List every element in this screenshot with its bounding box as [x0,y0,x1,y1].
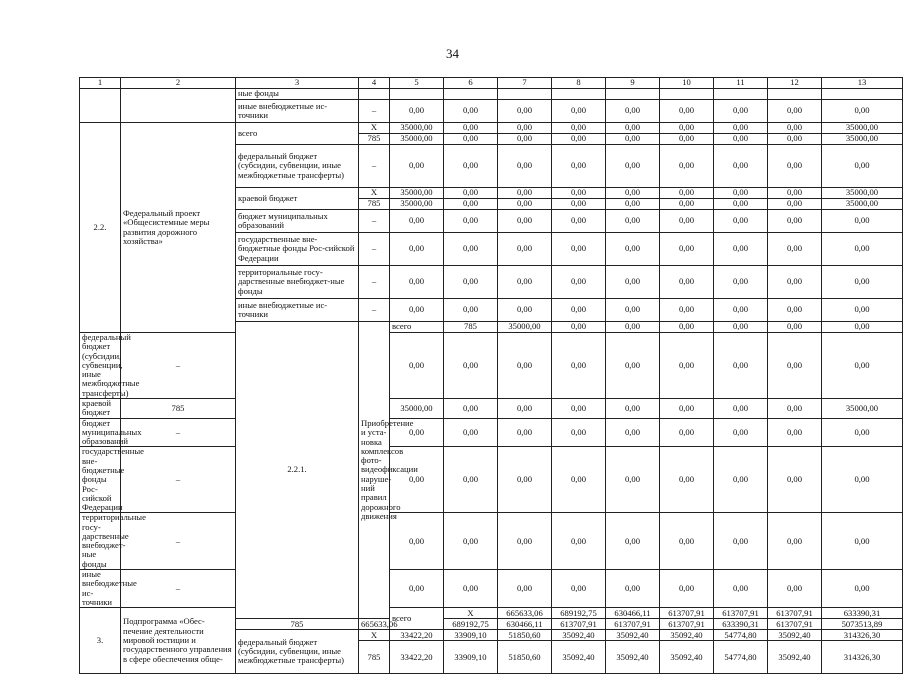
value-cell: 0,00 [444,333,498,399]
value-cell: 0,00 [714,418,768,447]
value-cell: 0,00 [606,134,660,145]
value-cell: 35092,40 [606,641,660,674]
value-cell: 0,00 [768,210,822,233]
value-cell [444,89,498,100]
funding-source-cell: бюджет муниципальных образований [236,210,359,233]
code-cell: – [359,145,390,188]
code-cell: X [359,123,390,134]
value-cell: 0,00 [498,418,552,447]
funding-source-cell: всего [390,322,444,333]
value-cell: 0,00 [552,418,606,447]
value-cell: 0,00 [660,145,714,188]
value-cell: 0,00 [768,322,822,333]
column-header: 11 [714,78,768,89]
funding-source-cell: всего [390,608,444,630]
value-cell: 0,00 [714,299,768,322]
value-cell: 0,00 [606,570,660,608]
value-cell: 0,00 [714,447,768,513]
value-cell [498,89,552,100]
value-cell: 0,00 [714,398,768,418]
value-cell [660,89,714,100]
value-cell: 0,00 [552,266,606,299]
value-cell: 0,00 [822,418,903,447]
value-cell: 0,00 [498,447,552,513]
value-cell: 0,00 [444,199,498,210]
value-cell: 0,00 [498,333,552,399]
value-cell: 33909,10 [444,641,498,674]
value-cell: 0,00 [714,188,768,199]
table-row [80,608,903,619]
value-cell: 35092,40 [768,641,822,674]
value-cell: 0,00 [660,322,714,333]
value-cell: 35092,40 [552,630,606,641]
value-cell: 0,00 [390,333,444,399]
value-cell: 613707,91 [768,619,822,630]
value-cell: 0,00 [390,210,444,233]
column-header: 2 [121,78,236,89]
value-cell: 0,00 [390,100,444,123]
column-header: 3 [236,78,359,89]
value-cell: 0,00 [606,100,660,123]
code-cell: – [121,513,236,570]
value-cell: 0,00 [552,513,606,570]
funding-source-cell: территориальные госу-дарственные внебюджет-ные фонды [80,513,121,570]
value-cell: 35092,40 [660,641,714,674]
value-cell: 0,00 [498,570,552,608]
value-cell: 0,00 [498,233,552,266]
funding-source-cell: иные внебюджетные ис-точники [236,299,359,322]
funding-source-cell: ные фонды [236,89,359,100]
value-cell: 0,00 [660,333,714,399]
value-cell: 0,00 [660,123,714,134]
value-cell: 0,00 [768,398,822,418]
value-cell: 54774,80 [714,641,768,674]
value-cell: 0,00 [552,322,606,333]
value-cell: 0,00 [714,513,768,570]
funding-source-cell: федеральный бюджет (субсидии, субвенции, иные межбюджетные трансферты) [236,630,359,674]
value-cell: 51850,60 [498,630,552,641]
value-cell: 0,00 [444,299,498,322]
value-cell: 0,00 [606,398,660,418]
value-cell: 0,00 [390,418,444,447]
value-cell: 314326,30 [822,630,903,641]
value-cell: 0,00 [822,570,903,608]
value-cell: 0,00 [390,570,444,608]
code-cell [359,89,390,100]
value-cell: 0,00 [552,134,606,145]
row-number-cell: 2.2.1. [236,322,359,619]
value-cell: 0,00 [714,134,768,145]
value-cell: 0,00 [606,145,660,188]
value-cell: 0,00 [444,513,498,570]
value-cell: 0,00 [444,210,498,233]
code-cell: – [121,570,236,608]
value-cell: 0,00 [552,570,606,608]
value-cell: 613707,91 [768,608,822,619]
value-cell: 0,00 [390,299,444,322]
value-cell: 0,00 [552,210,606,233]
value-cell: 0,00 [822,145,903,188]
value-cell: 0,00 [714,322,768,333]
value-cell [768,89,822,100]
value-cell: 35000,00 [822,398,903,418]
value-cell: 35000,00 [390,188,444,199]
code-cell: 785 [359,134,390,145]
value-cell: 0,00 [714,199,768,210]
item-name-cell: Подпрограмма «Обес-печение деятельности мировой юстиции и государственного управления в сфере обеспечения обще- [121,608,236,674]
value-cell: 0,00 [768,123,822,134]
value-cell: 0,00 [444,100,498,123]
value-cell: 0,00 [498,100,552,123]
value-cell: 0,00 [714,333,768,399]
value-cell: 0,00 [822,210,903,233]
value-cell: 0,00 [498,134,552,145]
value-cell: 0,00 [552,145,606,188]
value-cell: 35000,00 [822,123,903,134]
value-cell: 0,00 [822,447,903,513]
value-cell: 0,00 [498,210,552,233]
funding-source-cell: государственные вне-бюджетные фонды Рос-сийской Федерации [80,447,121,513]
value-cell: 0,00 [768,447,822,513]
value-cell: 0,00 [768,513,822,570]
table-row [80,447,903,513]
budget-table [79,77,903,674]
value-cell [714,89,768,100]
value-cell: 0,00 [714,210,768,233]
table-row [80,570,903,608]
value-cell: 0,00 [660,418,714,447]
value-cell: 0,00 [552,299,606,322]
column-header: 1 [80,78,121,89]
value-cell: 0,00 [660,233,714,266]
value-cell: 0,00 [498,145,552,188]
table-row [80,398,903,418]
value-cell: 633390,31 [714,619,768,630]
funding-source-cell: федеральный бюджет (субсидии, субвенции, иные межбюджетные трансферты) [236,145,359,188]
code-cell: – [359,299,390,322]
row-number-cell [80,89,121,123]
value-cell: 0,00 [768,299,822,322]
row-number-cell: 3. [80,608,121,674]
value-cell: 0,00 [822,299,903,322]
value-cell: 33422,20 [390,641,444,674]
value-cell: 0,00 [660,299,714,322]
value-cell: 689192,75 [444,619,498,630]
value-cell: 0,00 [768,199,822,210]
value-cell: 35092,40 [606,630,660,641]
value-cell: 0,00 [444,188,498,199]
column-header: 6 [444,78,498,89]
value-cell: 0,00 [606,210,660,233]
value-cell: 35000,00 [822,134,903,145]
value-cell: 0,00 [498,513,552,570]
value-cell: 35000,00 [390,199,444,210]
value-cell: 0,00 [552,398,606,418]
value-cell: 0,00 [444,418,498,447]
item-name-cell [121,89,236,123]
value-cell: 0,00 [390,233,444,266]
value-cell: 613707,91 [606,619,660,630]
value-cell: 35000,00 [822,188,903,199]
value-cell: 35000,00 [822,199,903,210]
value-cell: 0,00 [606,333,660,399]
value-cell: 0,00 [714,266,768,299]
value-cell: 0,00 [390,266,444,299]
value-cell: 0,00 [822,100,903,123]
value-cell: 0,00 [606,123,660,134]
value-cell: 665633,06 [359,619,390,630]
value-cell: 0,00 [444,266,498,299]
value-cell: 0,00 [606,418,660,447]
funding-source-cell: краевой бюджет [80,398,121,418]
item-name-cell: Приобретение и уста-новка комплексов фото-видеофиксации наруше-ний правил дорожного движения [359,322,390,619]
column-header: 9 [606,78,660,89]
value-cell [606,89,660,100]
value-cell: 0,00 [660,100,714,123]
value-cell: 0,00 [606,322,660,333]
funding-source-cell: всего [236,123,359,145]
funding-source-cell: иные внебюджетные ис-точники [80,570,121,608]
column-header: 7 [498,78,552,89]
value-cell: 0,00 [552,199,606,210]
value-cell: 0,00 [552,188,606,199]
value-cell: 0,00 [444,123,498,134]
value-cell: 35000,00 [498,322,552,333]
value-cell: 0,00 [768,333,822,399]
value-cell: 613707,91 [714,608,768,619]
value-cell: 0,00 [660,134,714,145]
value-cell: 0,00 [606,447,660,513]
code-cell: – [121,447,236,513]
value-cell: 0,00 [822,333,903,399]
value-cell: 0,00 [606,233,660,266]
funding-source-cell: краевой бюджет [236,188,359,210]
column-header: 10 [660,78,714,89]
value-cell: 0,00 [390,447,444,513]
code-cell: 785 [359,641,390,674]
value-cell: 0,00 [552,100,606,123]
value-cell: 613707,91 [660,608,714,619]
table-row [80,513,903,570]
funding-source-cell: иные внебюджетные ис-точники [236,100,359,123]
value-cell: 35092,40 [768,630,822,641]
code-cell: 785 [444,322,498,333]
code-cell: 785 [359,199,390,210]
table-row [80,418,903,447]
item-name-cell: Федеральный проект «Общесистемные меры развития дорожного хозяйства» [121,123,236,333]
value-cell: 0,00 [714,570,768,608]
value-cell: 314326,30 [822,641,903,674]
column-header: 8 [552,78,606,89]
code-cell: X [359,630,390,641]
value-cell: 35000,00 [390,398,444,418]
funding-source-cell: государственные вне-бюджетные фонды Рос-сийской Федерации [236,233,359,266]
value-cell: 630466,11 [498,619,552,630]
code-cell: 785 [121,398,236,418]
code-cell: – [359,266,390,299]
value-cell: 0,00 [768,134,822,145]
value-cell: 0,00 [498,299,552,322]
value-cell: 0,00 [606,266,660,299]
value-cell: 613707,91 [552,619,606,630]
value-cell: 0,00 [822,233,903,266]
value-cell: 0,00 [822,322,903,333]
value-cell: 35000,00 [390,134,444,145]
code-cell: – [359,100,390,123]
value-cell: 0,00 [714,100,768,123]
value-cell: 0,00 [660,266,714,299]
column-header: 12 [768,78,822,89]
value-cell: 0,00 [822,513,903,570]
value-cell: 0,00 [552,123,606,134]
value-cell: 0,00 [606,299,660,322]
code-cell: – [121,333,236,399]
code-cell: 785 [236,619,359,630]
code-cell: – [359,233,390,266]
code-cell: – [359,210,390,233]
value-cell: 0,00 [444,134,498,145]
value-cell: 35000,00 [390,123,444,134]
value-cell: 0,00 [660,513,714,570]
value-cell: 0,00 [768,570,822,608]
value-cell: 0,00 [714,233,768,266]
table-row [80,333,903,399]
value-cell: 0,00 [498,266,552,299]
value-cell: 0,00 [390,145,444,188]
value-cell: 0,00 [768,145,822,188]
value-cell: 0,00 [660,447,714,513]
value-cell: 54774,80 [714,630,768,641]
value-cell: 0,00 [498,398,552,418]
value-cell: 665633,06 [498,608,552,619]
value-cell: 0,00 [660,188,714,199]
value-cell: 0,00 [768,233,822,266]
value-cell: 0,00 [498,123,552,134]
code-cell: – [121,418,236,447]
value-cell: 0,00 [498,188,552,199]
value-cell: 0,00 [552,233,606,266]
column-header: 5 [390,78,444,89]
funding-source-cell: территориальные госу-дарственные внебюджет-ные фонды [236,266,359,299]
value-cell: 0,00 [660,570,714,608]
value-cell: 0,00 [444,447,498,513]
value-cell: 0,00 [390,513,444,570]
value-cell: 0,00 [768,418,822,447]
value-cell [822,89,903,100]
value-cell: 633390,31 [822,608,903,619]
funding-source-cell: федеральный бюджет (субсидии, субвенции, иные межбюджетные трансферты) [80,333,121,399]
value-cell: 613707,91 [660,619,714,630]
value-cell: 51850,60 [498,641,552,674]
value-cell: 5073513,89 [822,619,903,630]
header-row [80,78,903,89]
value-cell: 0,00 [444,398,498,418]
value-cell: 0,00 [498,199,552,210]
code-cell: X [444,608,498,619]
value-cell: 0,00 [444,145,498,188]
value-cell: 33909,10 [444,630,498,641]
value-cell: 0,00 [660,398,714,418]
table-row [80,89,903,100]
value-cell: 0,00 [768,266,822,299]
value-cell: 35092,40 [552,641,606,674]
value-cell: 0,00 [552,447,606,513]
value-cell: 0,00 [444,570,498,608]
column-header: 13 [822,78,903,89]
value-cell: 0,00 [714,145,768,188]
value-cell: 0,00 [552,333,606,399]
value-cell: 0,00 [822,266,903,299]
value-cell: 0,00 [606,513,660,570]
value-cell: 35092,40 [660,630,714,641]
page-number: 34 [446,46,459,61]
value-cell: 33422,20 [390,630,444,641]
value-cell: 630466,11 [606,608,660,619]
column-header: 4 [359,78,390,89]
value-cell [552,89,606,100]
row-number-cell: 2.2. [80,123,121,333]
value-cell: 0,00 [660,210,714,233]
table-row [80,123,903,134]
value-cell: 0,00 [768,100,822,123]
value-cell: 0,00 [606,199,660,210]
funding-source-cell: бюджет муниципальных образований [80,418,121,447]
code-cell: X [359,188,390,199]
value-cell: 0,00 [660,199,714,210]
value-cell: 689192,75 [552,608,606,619]
value-cell: 0,00 [606,188,660,199]
value-cell [390,89,444,100]
value-cell: 0,00 [714,123,768,134]
value-cell: 0,00 [444,233,498,266]
value-cell: 0,00 [768,188,822,199]
